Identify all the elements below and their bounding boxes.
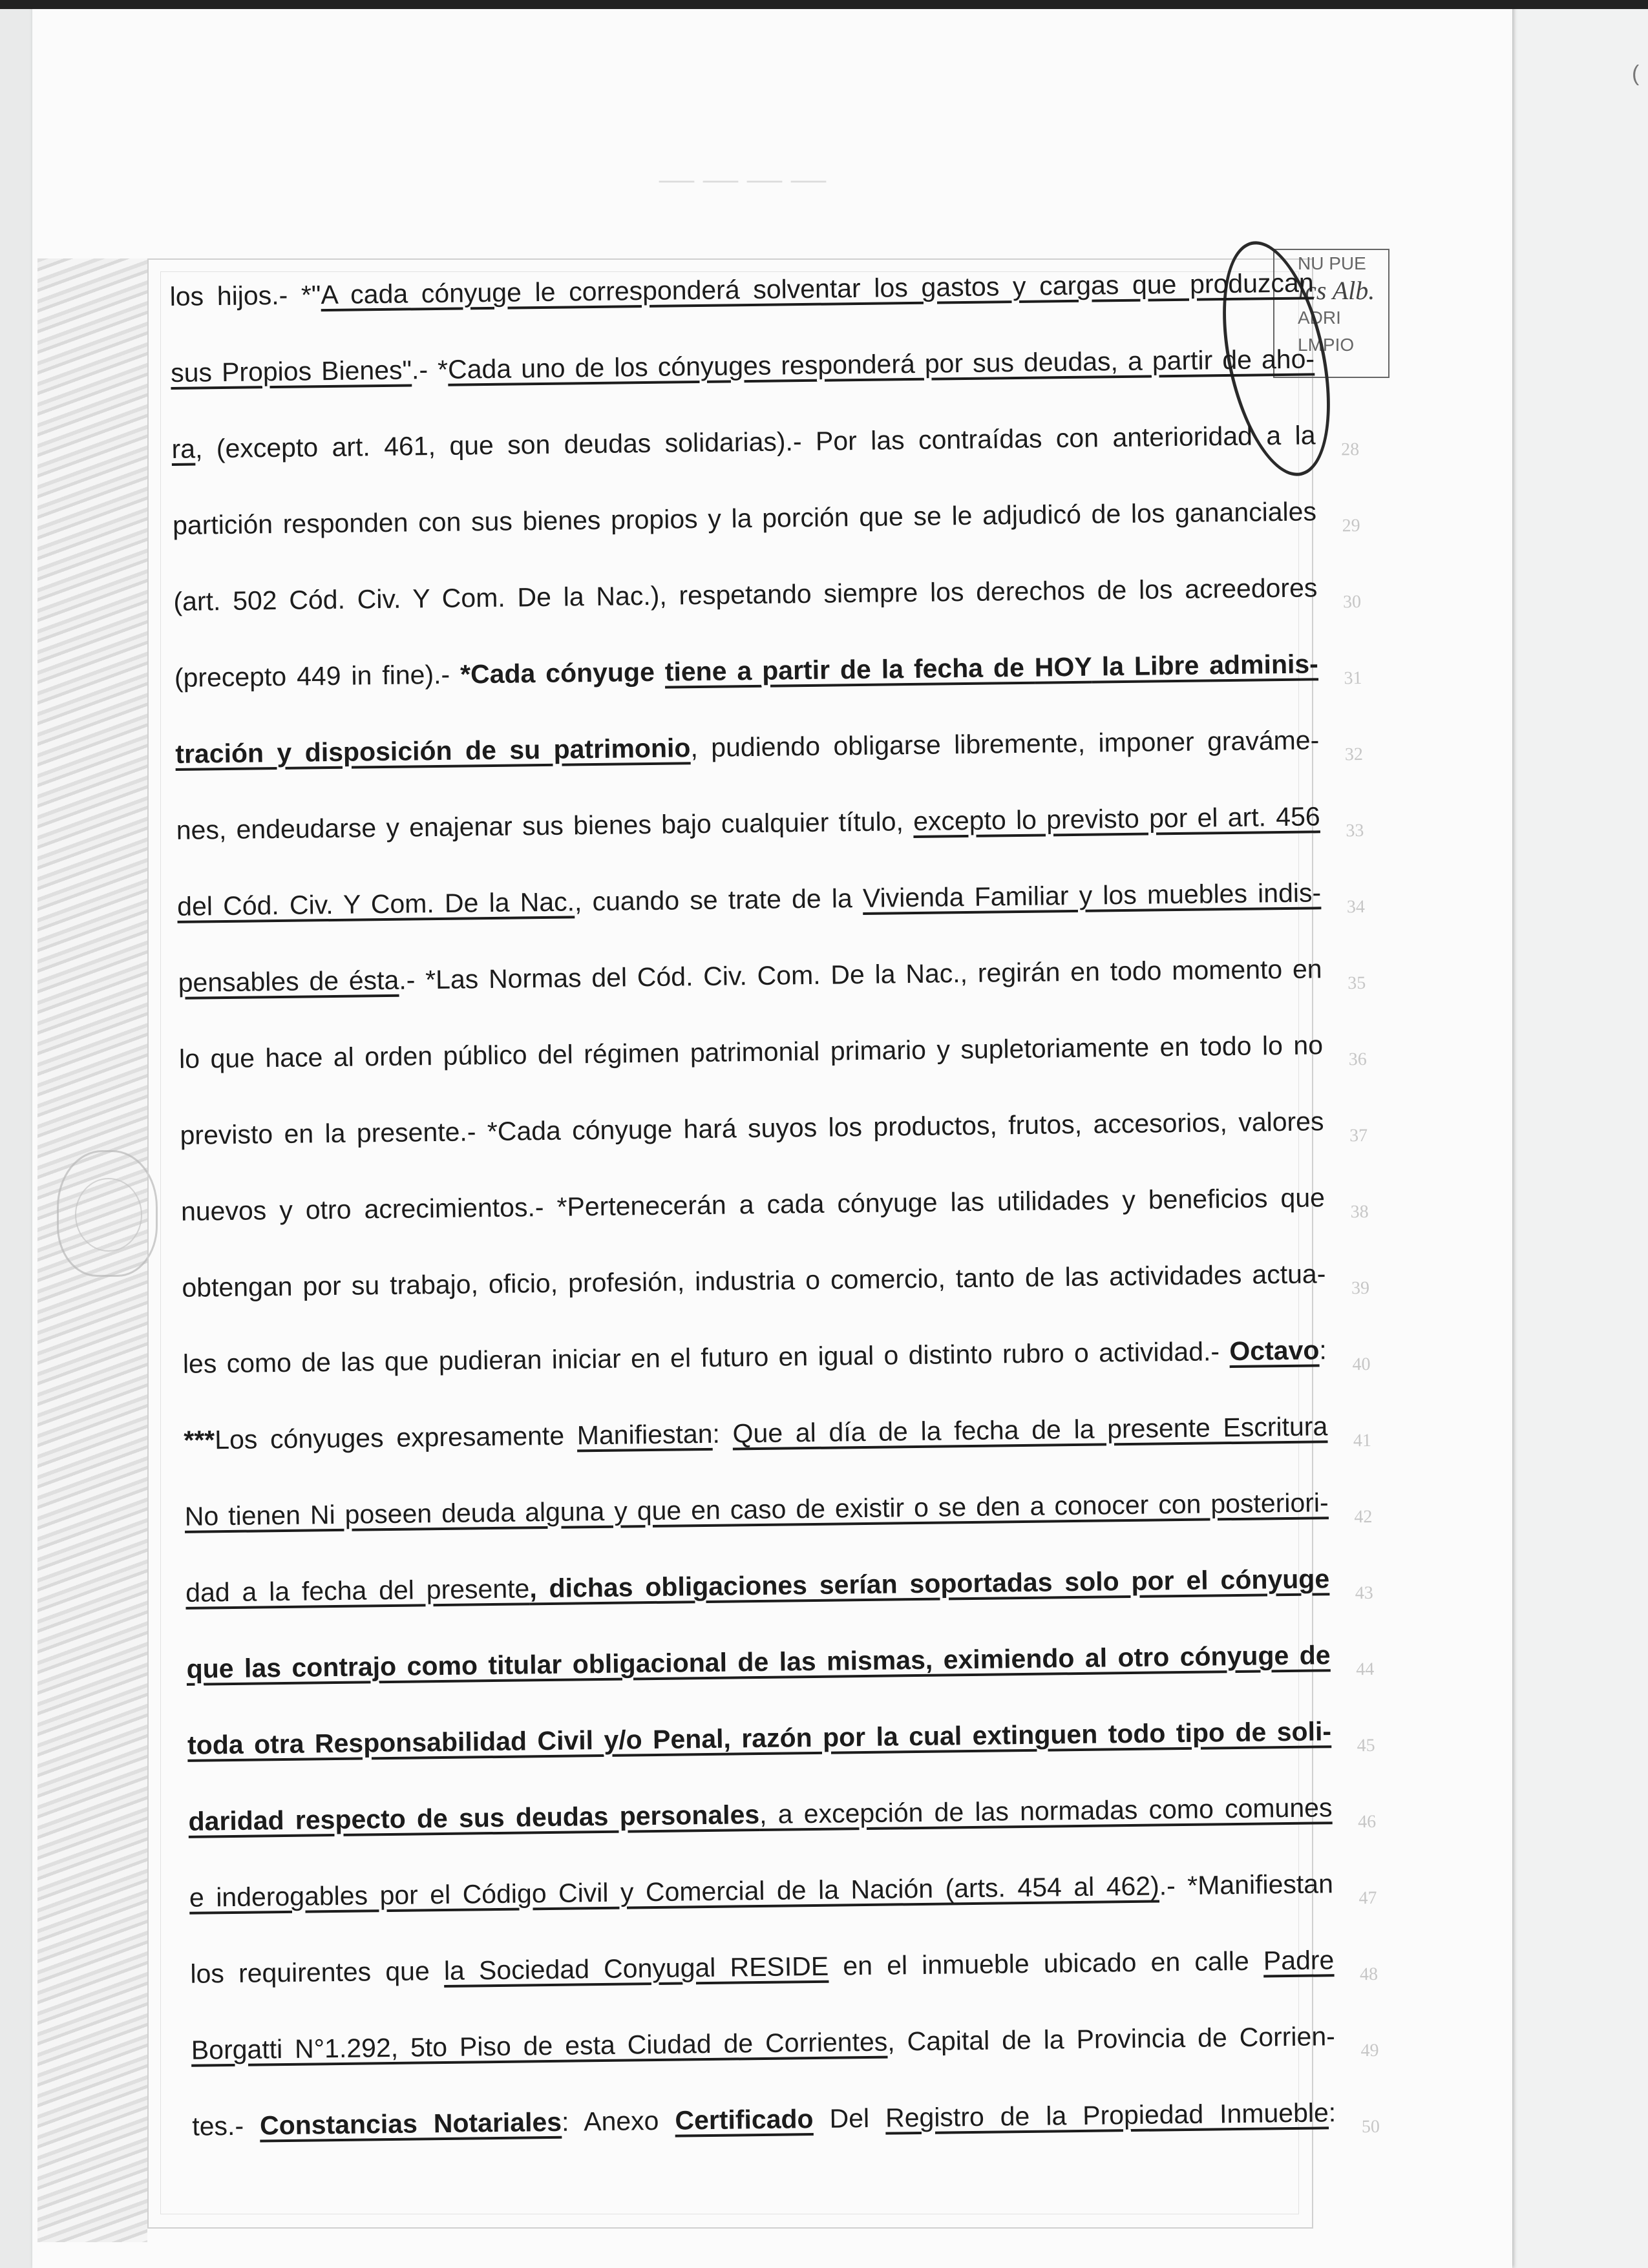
text-line-16	[184, 1388, 1328, 1478]
stamp-line-3: ADRI LMPIO	[1298, 308, 1355, 355]
text-run: , cuando se trate de la	[574, 883, 863, 917]
underlined-text: Padre	[1263, 1945, 1335, 1976]
line-number: 29	[1342, 516, 1360, 536]
text-run: los requirentes que	[190, 1956, 445, 1989]
section-heading-octavo: Octavo	[1229, 1335, 1320, 1367]
header-show-through: ————	[659, 159, 835, 198]
text-line-6	[174, 625, 1318, 716]
line-number: 35	[1347, 972, 1366, 994]
text-line-25	[192, 2074, 1336, 2165]
scanner-top-edge	[0, 0, 1648, 9]
line-number: 48	[1359, 1964, 1379, 1985]
text-run: .- *	[411, 354, 449, 385]
underlined-text: Cada uno de los cónyuges responderá por sus deudas, a partir de aho-	[447, 344, 1315, 384]
line-number: 39	[1351, 1277, 1370, 1299]
text-run: en el inmueble ubicado en calle	[828, 1946, 1264, 1981]
text-run: Los cónyuges expresamente	[214, 1420, 578, 1455]
document-body	[169, 244, 1336, 2164]
bold-underlined-text: tiene a partir de la fecha de	[664, 652, 1035, 687]
text-run: partición responden con sus bienes propios y la porción que se le adjudicó de los gananciales	[172, 496, 1317, 540]
watermark-seal	[57, 1150, 158, 1277]
text-line-4	[172, 473, 1316, 563]
underlined-text: e inderogables por el Código Civil y Comercial de la Nación (arts. 454 al 462)	[189, 1871, 1160, 1913]
bold-underlined-text: daridad respecto de sus deudas personales	[188, 1800, 760, 1836]
line-number: 46	[1357, 1811, 1377, 1832]
line-number: 38	[1350, 1201, 1369, 1223]
text-run: les como de las que pudieran iniciar en el futuro en igual o distinto rubro o actividad.-	[182, 1336, 1230, 1379]
text-run: , pudiendo obligarse libremente, imponer graváme-	[690, 725, 1320, 763]
text-line-15	[182, 1312, 1327, 1402]
text-line-9	[177, 854, 1322, 945]
text-line-1	[169, 244, 1314, 335]
text-run: los hijos.- *"	[169, 280, 321, 311]
line-number: 31	[1344, 667, 1362, 689]
watermark-seal-inner	[75, 1178, 142, 1252]
line-number: 28	[1341, 439, 1360, 460]
text-line-17	[184, 1464, 1329, 1555]
bold-underlined-text: Constancias Notariales	[259, 2106, 562, 2141]
line-number: 37	[1349, 1125, 1368, 1146]
text-line-23	[190, 1922, 1335, 2012]
bold-underlined-text: tración y disposición de su patrimonio	[175, 733, 691, 769]
text-line-12	[180, 1083, 1324, 1173]
bold-underlined-text: Certificado	[675, 2104, 814, 2136]
text-line-10	[178, 930, 1322, 1021]
line-number: 47	[1358, 1887, 1377, 1909]
text-run: :	[1328, 2097, 1336, 2128]
underlined-text: pensables de ésta	[178, 965, 399, 998]
text-line-22	[189, 1845, 1333, 1936]
underlined-text: Vivienda Familiar y los muebles indis-	[862, 877, 1322, 913]
adjacent-sheet-edge	[1512, 0, 1648, 2268]
underlined-text: No tienen Ni poseen deuda alguna y que en caso de existir o se den a conocer con posteriori-	[184, 1487, 1329, 1531]
text-line-24	[191, 1998, 1335, 2088]
text-line-14	[182, 1235, 1326, 1326]
text-line-19	[186, 1617, 1331, 1707]
underlined-text: ra	[171, 434, 196, 464]
bold-underlined-text: la Libre adminis-	[1091, 649, 1319, 682]
text-line-2	[170, 320, 1315, 411]
line-number: 49	[1360, 2040, 1379, 2061]
text-line-21	[188, 1769, 1333, 1860]
text-run: previsto en la presente.- *Cada cónyuge hará suyos los productos, frutos, accesorios, valores	[180, 1106, 1324, 1150]
underlined-text: dad a la fecha del presente	[185, 1573, 530, 1608]
line-number: 32	[1344, 744, 1364, 765]
text-line-7	[175, 702, 1320, 792]
underlined-text: , a excepción de las normadas como comunes	[759, 1792, 1333, 1830]
edge-mark: (	[1632, 61, 1640, 86]
text-line-3	[171, 397, 1316, 487]
line-number: 33	[1346, 820, 1364, 841]
text-run: .- *Manifiestan	[1159, 1869, 1334, 1901]
text-run: :	[1319, 1335, 1327, 1365]
text-line-8	[176, 778, 1320, 868]
bold-underlined-text: toda otra Responsabilidad Civil y/o Penal, razón por la cual extinguen todo tipo de soli-	[187, 1716, 1332, 1760]
bold-text: ***	[184, 1425, 215, 1455]
underlined-text: excepto lo previsto por el art. 456	[913, 801, 1320, 836]
underlined-text: Que al día de la fecha de la presente Escritura	[732, 1411, 1328, 1449]
text-run: (art. 502 Cód. Civ. Y Com. De la Nac.), respetando siempre los derechos de los acreedores	[173, 572, 1318, 616]
text-line-18	[185, 1540, 1330, 1631]
line-number: 45	[1357, 1735, 1375, 1756]
text-run: :	[712, 1418, 733, 1449]
text-run: nuevos y otro acrecimientos.- *Pertenecerán a cada cónyuge las utilidades y beneficios que	[180, 1182, 1326, 1226]
stamp-signature: lcs Alb.	[1298, 276, 1375, 305]
line-number: 50	[1361, 2116, 1380, 2137]
bold-underlined-text: , dichas obligaciones serían soportadas solo por el cónyuge	[529, 1564, 1330, 1604]
line-number: 43	[1355, 1582, 1374, 1604]
underlined-text: del Cód. Civ. Y Com. De la Nac.	[176, 887, 575, 921]
stamp-line-1: NU PUE	[1298, 253, 1366, 273]
line-number: 42	[1354, 1506, 1373, 1528]
text-run: tes.-	[192, 2110, 260, 2141]
text-run: : Anexo	[561, 2105, 675, 2137]
underlined-text: Borgatti N°1.292, 5to Piso de esta Ciudad de Corrientes	[191, 2026, 888, 2065]
line-number: 40	[1352, 1354, 1371, 1375]
underlined-text: sus Propios Bienes"	[170, 355, 412, 388]
text-run: (precepto 449 in fine).-	[174, 659, 461, 693]
line-number: 30	[1342, 592, 1362, 613]
text-line-11	[178, 1007, 1323, 1097]
text-line-20	[187, 1693, 1331, 1783]
bold-underlined-text: que las contrajo como titular obligacional de las mismas, eximiendo al otro cónyuge de	[186, 1640, 1331, 1684]
text-run: , (excepto art. 461, que son deudas solidarias).- Por las contraídas con anterioridad a la	[195, 420, 1316, 464]
underlined-text: Manifiestan	[576, 1418, 713, 1451]
line-number: 44	[1356, 1659, 1375, 1680]
line-number: 41	[1353, 1430, 1372, 1451]
text-run: .- *Las Normas del Cód. Civ. Com. De la Nac., regirán en todo momento en	[399, 954, 1322, 995]
text-run: , Capital de la Provincia de Corrien-	[887, 2021, 1336, 2057]
line-number: 36	[1348, 1049, 1367, 1070]
bold-text: *Cada cónyuge	[460, 656, 666, 689]
line-number: 34	[1346, 896, 1366, 918]
underlined-text: A cada cónyuge le corresponderá solventar los gastos y cargas que produzcan	[321, 268, 1314, 310]
text-run: obtengan por su trabajo, oficio, profesión, industria o comercio, tanto de las actividades actua-	[182, 1259, 1326, 1303]
text-run: Del	[813, 2103, 886, 2134]
underlined-text: Registro de la Propiedad Inmueble	[885, 2097, 1329, 2133]
text-line-5	[173, 549, 1318, 640]
text-run: lo que hace al orden público del régimen patrimonial primario y supletoriamente en todo lo no	[178, 1030, 1324, 1074]
bold-underlined-text: HOY	[1034, 651, 1092, 682]
text-run: nes, endeudarse y enajenar sus bienes bajo cualquier título,	[176, 806, 914, 845]
text-line-13	[180, 1159, 1325, 1250]
underlined-text: la Sociedad Conyugal RESIDE	[443, 1951, 829, 1986]
